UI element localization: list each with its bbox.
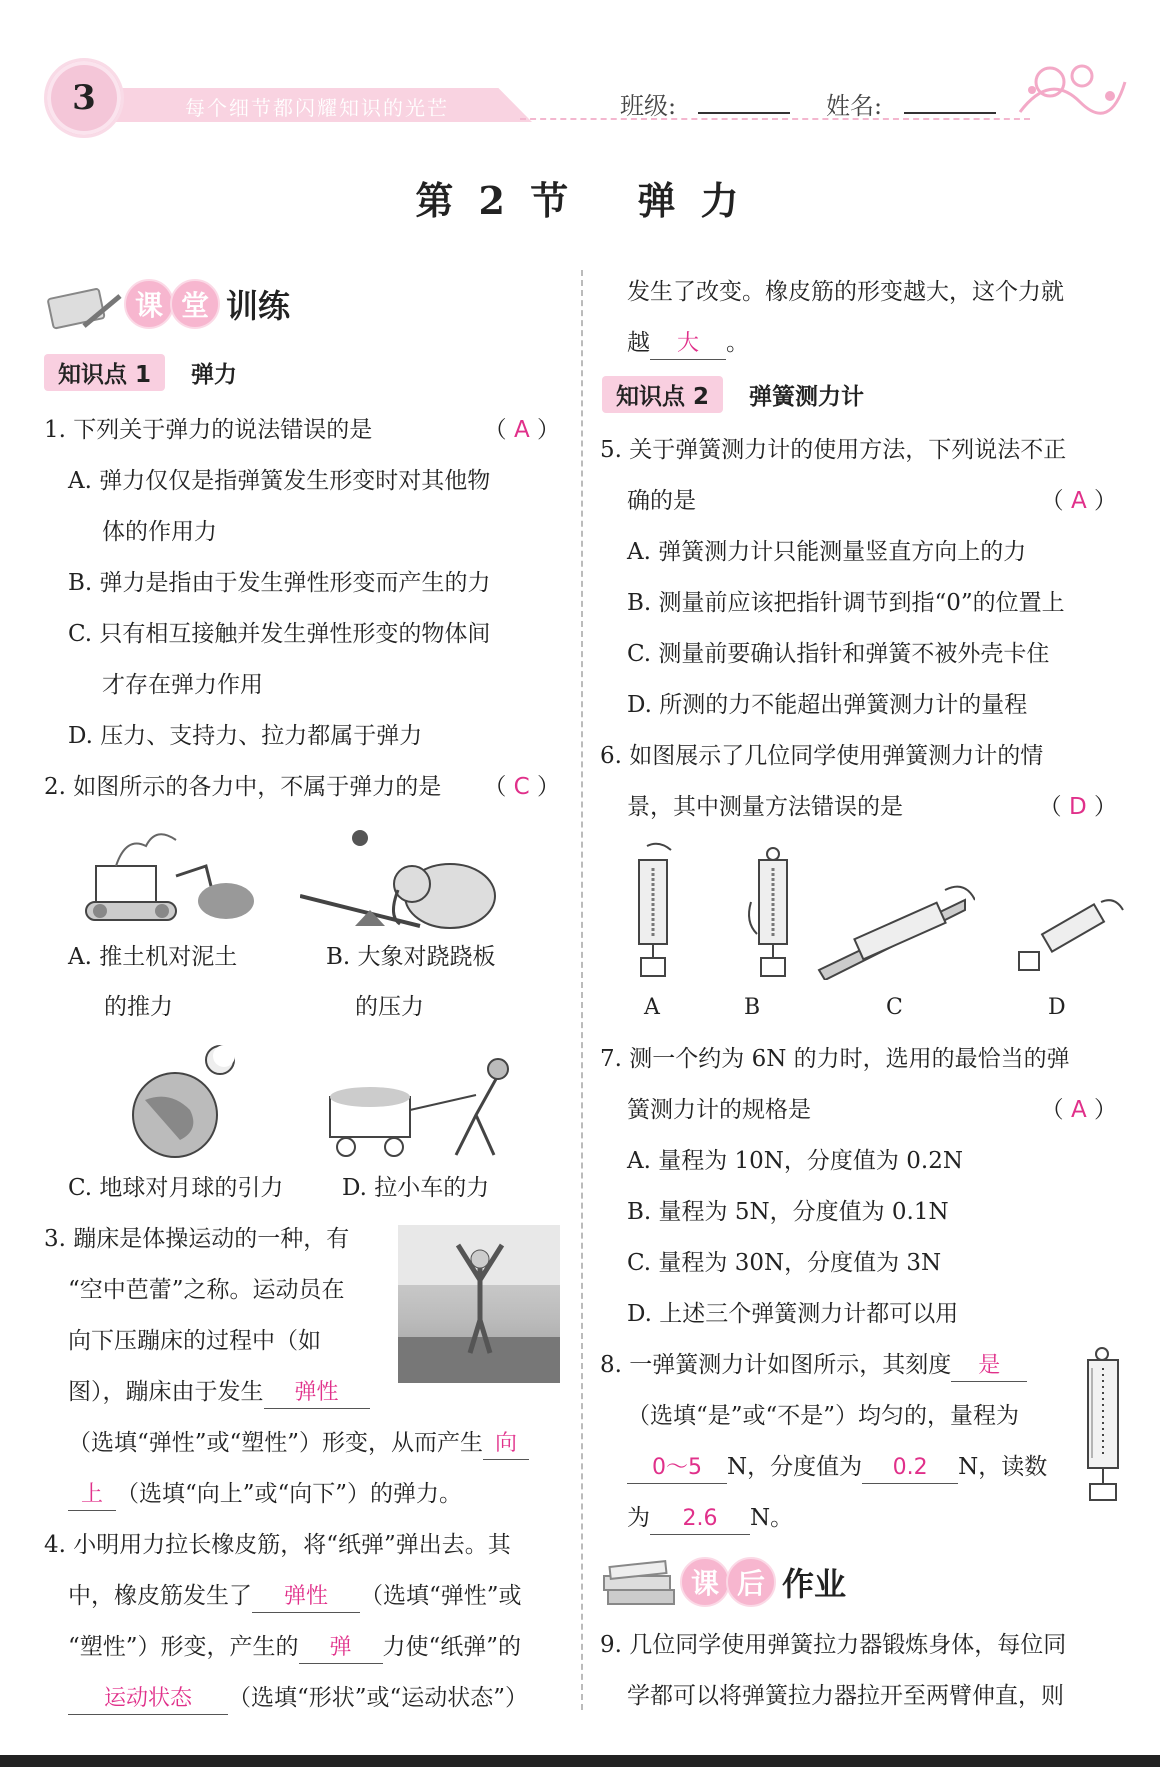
q6-line1: 6. 如图展示了几位同学使用弹簧测力计的情: [600, 743, 1044, 769]
q8-line4: [627, 1493, 793, 1544]
q2-caption-c: C. 地球对月球的引力: [68, 1175, 284, 1201]
q3-line4: [68, 1367, 370, 1418]
q5-line2: [627, 476, 1117, 527]
q5-answer: A: [1070, 488, 1087, 514]
q1-answer-paren: （ A ）: [483, 417, 560, 443]
q5-line1: 5. 关于弹簧测力计的使用方法，下列说法不正: [600, 437, 1067, 463]
q6-answer: D: [1068, 794, 1087, 820]
header-divider: [520, 118, 1030, 120]
trampoline-photo: [398, 1225, 560, 1383]
q4-continued-line1: 发生了改变。橡皮筋的形变越大，这个力就: [627, 279, 1064, 305]
q4-blank3[interactable]: 运动状态: [68, 1684, 228, 1715]
q3-line2: “空中芭蕾”之称。运动员在: [68, 1277, 345, 1303]
q3-line5-text: （选填“弹性”或“塑性”）形变，从而产生: [68, 1430, 484, 1456]
q3-line3: 向下压蹦床的过程中（如: [68, 1328, 321, 1354]
bubble-tang: 堂: [170, 279, 220, 329]
q5-answer-paren: （ A ）: [1040, 488, 1117, 514]
q6-label-a: A: [644, 995, 660, 1020]
q7-line2-text: 簧测力计的规格是: [627, 1097, 811, 1123]
q4-continued-text-a: 越: [627, 330, 650, 356]
q7-answer: A: [1070, 1097, 1087, 1123]
q1-stem-text: 1. 下列关于弹力的说法错误的是: [44, 417, 373, 443]
q4-blank2[interactable]: 弹: [299, 1633, 383, 1664]
q9-line1: 9. 几位同学使用弹簧拉力器锻炼身体，每位同: [600, 1632, 1067, 1658]
bubble-ke-2: 课: [680, 1557, 730, 1607]
section-in-class: [44, 276, 290, 332]
page-title: 第 2 节 弹 力: [415, 178, 745, 223]
q1-option-c-line1: C. 只有相互接触并发生弹性形变的物体间: [68, 621, 491, 647]
q2-caption-b2: 的压力: [355, 994, 424, 1020]
q8-blank4[interactable]: 2.6: [650, 1504, 750, 1535]
q8-blank2[interactable]: 0～5: [627, 1453, 727, 1484]
q4-line2: [68, 1571, 522, 1622]
section-word: 训练: [226, 287, 291, 325]
q8-line4-text-a: 为: [627, 1505, 650, 1531]
q2-stem: [44, 762, 560, 813]
page-number: 3: [44, 58, 124, 138]
q4-blank4[interactable]: 大: [650, 329, 726, 360]
q1-option-a-line1: A. 弹力仅仅是指弹簧发生形变时对其他物: [68, 468, 491, 494]
q3-line6-text: （选填“向上”或“向下”）的弹力。: [116, 1481, 463, 1507]
q2-answer: C: [513, 774, 530, 800]
books-icon: [600, 1556, 680, 1608]
q8-line3-text-a: N，分度值为: [727, 1454, 863, 1480]
q1-option-a-line2: 体的作用力: [102, 519, 217, 545]
q3-line5: [68, 1418, 529, 1469]
bulldozer-figure: [66, 826, 256, 936]
q2-caption-d: D. 拉小车的力: [342, 1175, 490, 1201]
q4-continued-text-b: 。: [726, 330, 749, 356]
bubble-hou: 后: [726, 1557, 776, 1607]
earth-moon-figure: [120, 1040, 250, 1160]
kp1-name: 弹力: [191, 362, 238, 388]
name-field[interactable]: [904, 86, 996, 114]
kp2-name: 弹簧测力计: [749, 384, 865, 410]
name-label: 姓名:: [826, 92, 883, 120]
q8-line3-text-b: N，读数: [958, 1454, 1048, 1480]
bubble-ke: 课: [124, 279, 174, 329]
notebook-pencil-icon: [44, 276, 124, 332]
q3-blank2-part1[interactable]: 向: [483, 1429, 529, 1460]
q2-caption-a2: 的推力: [104, 994, 173, 1020]
spring-scale-figure-b: [735, 842, 815, 982]
q8-blank3[interactable]: 0.2: [862, 1453, 958, 1484]
q6-label-d: D: [1048, 995, 1066, 1020]
kp1-tag: 知识点 1: [44, 354, 165, 391]
q1-option-c-line2: 才存在弹力作用: [102, 672, 263, 698]
cart-pulling-figure: [326, 1055, 526, 1165]
q2-caption-b1: B. 大象对跷跷板: [326, 944, 496, 970]
q4-line1: 4. 小明用力拉长橡皮筋，将“纸弹”弹出去。其: [44, 1532, 511, 1558]
q2-caption-a1: A. 推土机对泥土: [68, 944, 238, 970]
q5-option-b: B. 测量前应该把指针调节到指“0”的位置上: [627, 590, 1065, 616]
knowledge-point-2: [602, 376, 864, 413]
spring-scale-figure-c: [815, 870, 975, 980]
bottom-bar: [0, 1755, 1160, 1767]
spring-scale-figure-a: [615, 842, 695, 982]
q5-option-c: C. 测量前要确认指针和弹簧不被外壳卡住: [627, 641, 1050, 667]
q8-line2: （选填“是”或“不是”）均匀的，量程为: [627, 1403, 1020, 1429]
q6-answer-paren: （ D ）: [1038, 794, 1117, 820]
spring-scale-figure-d: [1015, 890, 1125, 980]
q4-line2-text-b: （选填“弹性”或: [360, 1583, 522, 1609]
q1-stem: [44, 405, 560, 456]
section-homework: [600, 1556, 846, 1608]
q4-line3-text-a: “塑性”）形变，产生的: [68, 1634, 299, 1660]
q6-label-c: C: [886, 995, 903, 1020]
q6-line2: [627, 782, 1117, 833]
q4-line4: [68, 1673, 528, 1724]
q4-line4-text: （选填“形状”或“运动状态”）: [228, 1685, 529, 1711]
q4-line3-text-b: 力使“纸弹”的: [382, 1634, 522, 1660]
q4-continued-line2: [627, 318, 749, 369]
header-slogan: 每个细节都闪耀知识的光芒: [185, 96, 449, 120]
q2-stem-text: 2. 如图所示的各力中，不属于弹力的是: [44, 774, 442, 800]
q3-line1: 3. 蹦床是体操运动的一种，有: [44, 1226, 350, 1252]
class-label: 班级:: [620, 92, 677, 120]
q3-blank1[interactable]: 弹性: [264, 1378, 370, 1409]
q7-option-c: C. 量程为 30N，分度值为 3N: [627, 1250, 942, 1276]
q8-line3: [627, 1442, 1047, 1493]
q7-line2: [627, 1085, 1117, 1136]
q6-label-b: B: [744, 995, 761, 1020]
q1-option-d: D. 压力、支持力、拉力都属于弹力: [68, 723, 423, 749]
q7-answer-paren: （ A ）: [1040, 1097, 1117, 1123]
q8-line1-text: 8. 一弹簧测力计如图所示，其刻度: [600, 1352, 952, 1378]
q6-line2-text: 景，其中测量方法错误的是: [627, 794, 903, 820]
column-divider: [581, 270, 583, 1710]
q7-option-d: D. 上述三个弹簧测力计都可以用: [627, 1301, 959, 1327]
q7-line1: 7. 测一个约为 6N 的力时，选用的最恰当的弹: [600, 1046, 1070, 1072]
q3-line4-text: 图），蹦床由于发生: [68, 1379, 264, 1405]
knowledge-point-1: [44, 354, 237, 391]
q2-answer-paren: （ C ）: [483, 774, 560, 800]
elephant-seesaw-figure: [300, 826, 500, 946]
q8-blank1[interactable]: 是: [951, 1351, 1027, 1382]
q5-option-d: D. 所测的力不能超出弹簧测力计的量程: [627, 692, 1028, 718]
q3-line6: [68, 1469, 462, 1520]
q7-option-b: B. 量程为 5N，分度值为 0.1N: [627, 1199, 949, 1225]
q4-blank1[interactable]: 弹性: [252, 1582, 360, 1613]
q5-option-a: A. 弹簧测力计只能测量竖直方向上的力: [627, 539, 1027, 565]
kp2-tag: 知识点 2: [602, 376, 723, 413]
q4-line2-text-a: 中，橡皮筋发生了: [68, 1583, 252, 1609]
spring-scale-q8-figure: [1082, 1346, 1132, 1506]
section-homework-word: 作业: [782, 1565, 847, 1603]
q8-line4-text-b: N。: [750, 1505, 794, 1531]
flower-ornament-icon: [1010, 52, 1130, 122]
q9-line2: 学都可以将弹簧拉力器拉开至两臂伸直，则: [627, 1683, 1064, 1709]
q1-option-b: B. 弹力是指由于发生弹性形变而产生的力: [68, 570, 491, 596]
q7-option-a: A. 量程为 10N，分度值为 0.2N: [627, 1148, 963, 1174]
q8-line1: [600, 1340, 1027, 1391]
q1-answer: A: [513, 417, 530, 443]
q5-line2-text: 确的是: [627, 488, 696, 514]
q3-blank2-part2[interactable]: 上: [68, 1480, 116, 1511]
class-field[interactable]: [698, 86, 790, 114]
q4-line3: [68, 1622, 521, 1673]
